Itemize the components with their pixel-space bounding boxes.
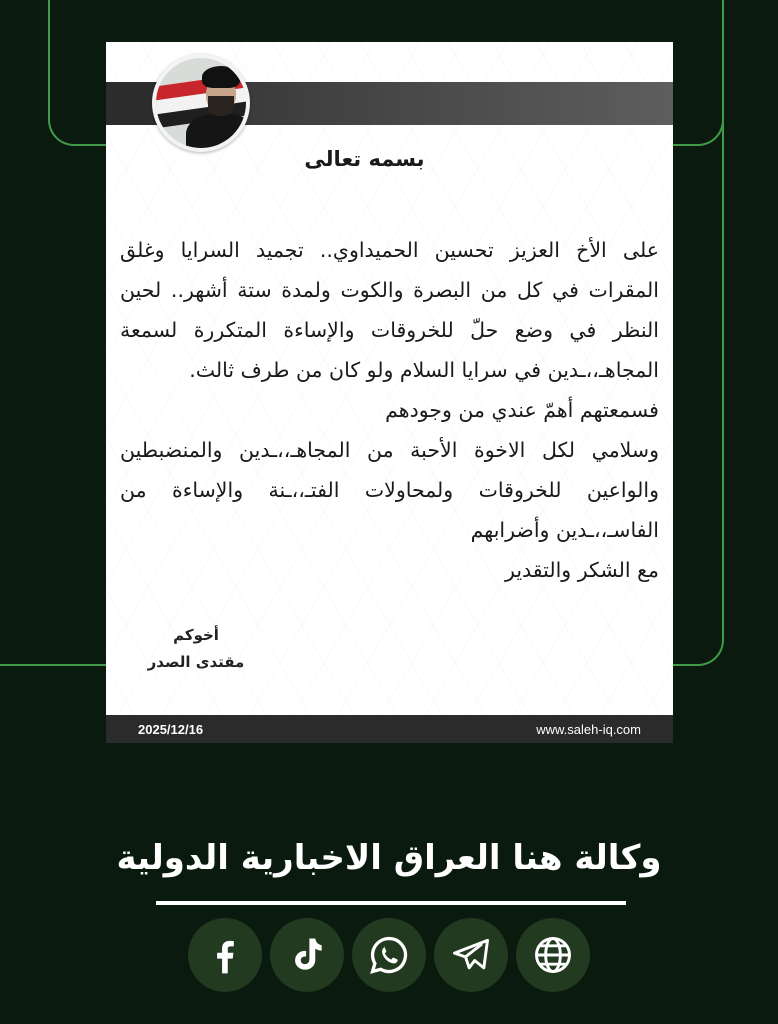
document-title: بسمه تعالى xyxy=(304,147,425,171)
telegram-icon[interactable] xyxy=(434,918,508,992)
facebook-icon[interactable] xyxy=(188,918,262,992)
globe-icon[interactable] xyxy=(516,918,590,992)
footer-website[interactable]: www.saleh-iq.com xyxy=(536,721,641,737)
signature-line1: أخوكم xyxy=(173,626,219,644)
body-paragraph: مع الشكر والتقدير xyxy=(505,558,659,582)
card-footer xyxy=(106,715,673,743)
footer-date: 2025/12/16 xyxy=(138,721,204,737)
whatsapp-icon[interactable] xyxy=(352,918,426,992)
avatar xyxy=(152,54,250,152)
header-band-gradient xyxy=(246,82,673,125)
body-paragraph: وسلامي لكل الاخوة الأحبة من المجاهـ،،ـدين والمنضبطين والواعين للخروقات ولمحاولات الفتـ،،ـنة والإساءة من الفاسـ،،ـدين وأضرابهم xyxy=(120,438,659,542)
agency-underline xyxy=(156,901,626,905)
signature-line2: مقتدى الصدر xyxy=(147,653,245,671)
body-paragraph: فسمعتهم أهمّ عندي من وجودهم xyxy=(385,398,659,422)
body-paragraph: على الأخ العزيز تحسين الحميداوي.. تجميد السرايا وغلق المقرات في كل من البصرة والكوت ولمدة ستة أشهر.. لحين النظر في وضع حلّ للخروقات والإساءة المتكررة لسمعة المجاهـ،،ـدين في سرايا السلام ولو كان من طرف ثالث. xyxy=(120,238,659,382)
social-links xyxy=(0,918,778,992)
tiktok-icon[interactable] xyxy=(270,918,344,992)
statement-card xyxy=(106,42,673,743)
signature xyxy=(136,622,256,676)
document-body xyxy=(120,230,659,590)
agency-name: وكالة هنا العراق الاخبارية الدولية xyxy=(116,838,662,878)
